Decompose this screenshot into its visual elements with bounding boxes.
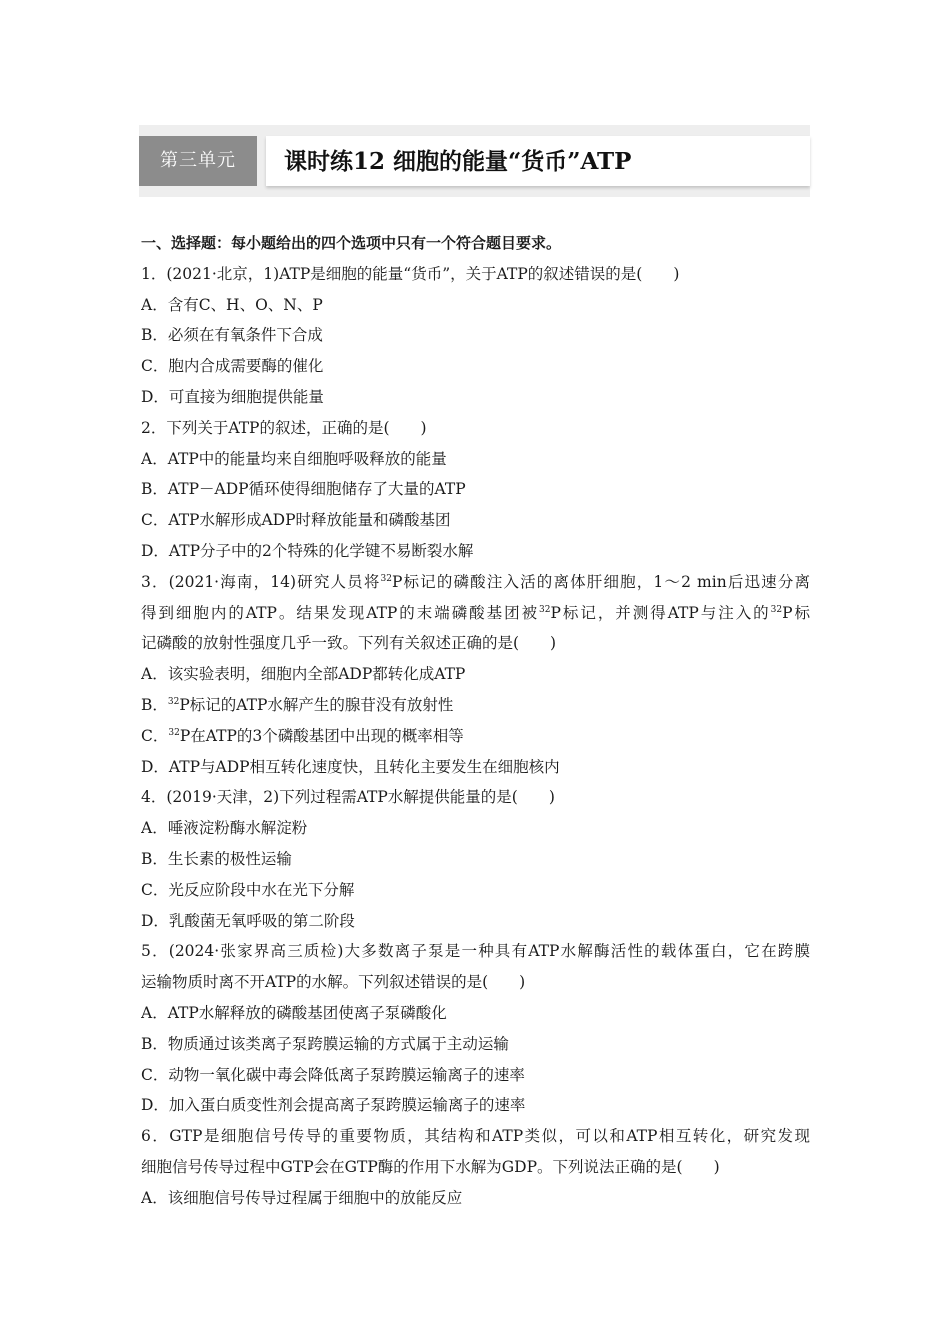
option: A．唾液淀粉酶水解淀粉 [141, 819, 308, 838]
option: A．ATP中的能量均来自细胞呼吸释放的能量 [141, 449, 447, 468]
stem-text: 3．(2021·海南，14)研究人员将 [141, 572, 381, 591]
option: D．ATP分子中的2个特殊的化学键不易断裂水解 [141, 541, 474, 560]
superscript: 32 [168, 727, 180, 738]
question-stem [141, 598, 810, 629]
question-stem: 运输物质时离不开ATP的水解。下列叙述错误的是( ) [141, 973, 526, 992]
option-prefix: B． [141, 695, 168, 714]
option: B．必须在有氧条件下合成 [141, 326, 323, 345]
question-stem: 1．(2021·北京，1)ATP是细胞的能量“货币”，关于ATP的叙述错误的是( ) [141, 264, 680, 283]
option: D．加入蛋白质变性剂会提高离子泵跨膜运输离子的速率 [141, 1096, 526, 1115]
worksheet-content [141, 228, 810, 1214]
option: A．该实验表明，细胞内全部ADP都转化成ATP [141, 665, 466, 684]
stem-text: 得到细胞内的ATP。结果发现ATP的末端磷酸基团被 [141, 603, 540, 622]
superscript: 32 [167, 696, 180, 707]
option: C．胞内合成需要酶的催化 [141, 357, 324, 376]
question-stem: 细胞信号传导过程中GTP会在GTP酶的作用下水解为GDP。下列说法正确的是( ) [141, 1157, 720, 1176]
option: A．含有C、H、O、N、P [141, 295, 323, 314]
option: C．光反应阶段中水在光下分解 [141, 880, 355, 899]
stem-text: P标记，并测得ATP与注入的 [550, 603, 771, 622]
question-stem: 4．(2019·天津，2)下列过程需ATP水解提供能量的是( ) [141, 788, 555, 807]
superscript: 32 [380, 573, 392, 584]
unit-tag: 第三单元 [139, 136, 257, 186]
option: D．ATP与ADP相互转化速度快，且转化主要发生在细胞核内 [141, 757, 560, 776]
superscript: 32 [539, 604, 551, 615]
option-text: P在ATP的3个磷酸基团中出现的概率相等 [179, 726, 464, 745]
option: B．生长素的极性运输 [141, 849, 292, 868]
question-stem [141, 567, 810, 598]
option: B．ATP－ADP循环使得细胞储存了大量的ATP [141, 480, 466, 499]
option: C．ATP水解形成ADP时释放能量和磷酸基团 [141, 511, 451, 530]
question-stem: 6．GTP是细胞信号传导的重要物质，其结构和ATP类似，可以和ATP相互转化，研究发现 [141, 1127, 810, 1146]
option [141, 721, 810, 752]
section-title: 一、选择题：每小题给出的四个选项中只有一个符合题目要求。 [141, 234, 562, 252]
option-prefix: C． [141, 726, 169, 745]
question-stem: 记磷酸的放射性强度几乎一致。下列有关叙述正确的是( ) [141, 634, 557, 653]
option: C．动物一氧化碳中毒会降低离子泵跨膜运输离子的速率 [141, 1065, 525, 1084]
question-stem: 2．下列关于ATP的叙述，正确的是( ) [141, 418, 427, 437]
option: A．ATP水解释放的磷酸基团使离子泵磷酸化 [141, 1003, 447, 1022]
option: B．物质通过该类离子泵跨膜运输的方式属于主动运输 [141, 1034, 509, 1053]
question-stem: 5．(2024·张家界高三质检)大多数离子泵是一种具有ATP水解酶活性的载体蛋白，它在跨膜 [141, 942, 810, 961]
superscript: 32 [770, 604, 783, 615]
option: D．乳酸菌无氧呼吸的第二阶段 [141, 911, 355, 930]
title-box [266, 136, 810, 186]
option: A．该细胞信号传导过程属于细胞中的放能反应 [141, 1188, 463, 1207]
option [141, 690, 810, 721]
stem-text: P标 [782, 603, 810, 622]
option-text: P标记的ATP水解产生的腺苷没有放射性 [179, 695, 454, 714]
option: D．可直接为细胞提供能量 [141, 387, 324, 406]
stem-text: P标记的磷酸注入活的离体肝细胞，1～2 min后迅速分离 [391, 572, 810, 591]
page-title: 课时练12 细胞的能量“货币”ATP [284, 148, 632, 175]
